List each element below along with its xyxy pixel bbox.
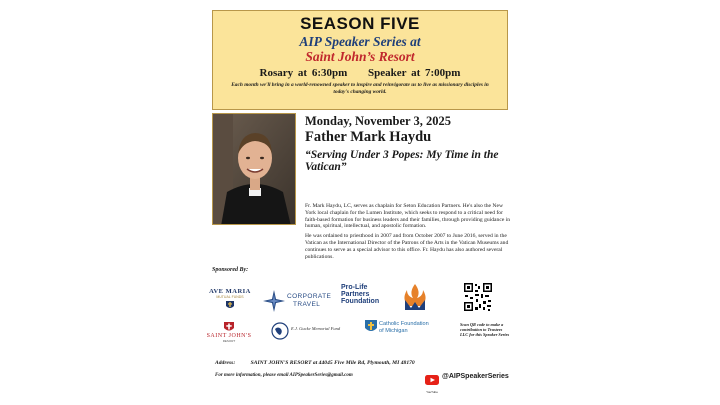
speaker-name: Father Mark Haydu bbox=[305, 129, 432, 145]
ave-maria-logo bbox=[208, 288, 252, 310]
qr-code[interactable] bbox=[463, 282, 493, 317]
series-title: AIP Speaker Series at bbox=[299, 34, 421, 49]
youtube-label: YouTube bbox=[426, 390, 438, 394]
speaker-bio bbox=[305, 203, 515, 260]
ave-emblem-logo bbox=[401, 282, 429, 317]
event-date: Monday, November 3, 2025 bbox=[305, 114, 451, 128]
flame-emblem-icon bbox=[401, 282, 429, 312]
saint-johns-name: SAINT JOHN'S bbox=[206, 333, 252, 339]
qr-contribution-note: Scan QR code to make a contribution to Trustees LLC for this Speaker Series bbox=[460, 322, 510, 338]
catholic-foundation-line1: Catholic Foundation bbox=[379, 321, 429, 327]
ave-maria-sub: MUTUAL FUNDS bbox=[216, 295, 244, 299]
ave-maria-name: AVE MARIA bbox=[209, 288, 251, 295]
youtube-handle[interactable]: @AIPSpeakerSeries bbox=[442, 373, 509, 380]
youtube-icon bbox=[425, 375, 439, 385]
rosary-time: Rosary at 6:30pm bbox=[259, 67, 348, 79]
address-label: Address: bbox=[215, 360, 236, 366]
ave-maria-crest-icon bbox=[225, 300, 235, 310]
event-times bbox=[213, 67, 507, 79]
prolife-line2: Partners bbox=[341, 291, 370, 298]
speaker-photo bbox=[212, 113, 296, 225]
event-details bbox=[305, 114, 515, 263]
ej-gucke-name: E.J. Gucke Memorial Fund bbox=[291, 326, 341, 331]
globe-icon bbox=[271, 322, 289, 340]
prolife-line1: Pro-Life bbox=[341, 284, 368, 291]
prolife-partners-logo bbox=[341, 284, 399, 305]
more-info-line: For more information, please email AIPSpeakerSeries@gmail.com bbox=[215, 373, 353, 378]
saint-johns-sub: RESORT bbox=[222, 339, 236, 343]
series-description: Each month we'll bring in a world-renowned speaker to inspire and reinvigorate us to live as missionary disciples in today's changing world. bbox=[231, 82, 489, 95]
corporate-travel-line1: CORPORATE bbox=[287, 293, 332, 300]
corporate-travel-line2: TRAVEL bbox=[293, 301, 321, 308]
prolife-line3: Foundation bbox=[341, 298, 380, 305]
saint-johns-logo bbox=[205, 322, 253, 343]
sponsored-by-heading: Sponsored By: bbox=[212, 267, 249, 273]
speaker-time: Speaker at 7:00pm bbox=[368, 67, 461, 79]
bio-paragraph-1: Fr. Mark Haydu, LC, serves as chaplain for Seton Education Partners. He's also the New York local chaplain for the Lumen Institute, which seeks to respond to a critical need for faith-based formation for business leaders and their families, through providing guidance in human, spiritual, intellectual, and apostolic formation. bbox=[305, 203, 511, 230]
address-line bbox=[215, 360, 415, 366]
youtube-logo[interactable] bbox=[425, 372, 439, 394]
bio-paragraph-2: He was ordained to priesthood in 2007 and from October 2007 to June 2016, served in the Vatican as the International Director of the Patrons of the Arts in the Vatican Museums and continues to serve as a special advisor to this office. Fr. Haydu has also authored several publications. bbox=[305, 233, 509, 260]
header-banner bbox=[212, 10, 508, 110]
catholic-foundation-line2: of Michigan bbox=[379, 328, 408, 334]
saint-johns-shield-icon bbox=[224, 322, 234, 333]
season-title: SEASON FIVE bbox=[300, 14, 420, 33]
talk-title: “Serving Under 3 Popes: My Time in the Vatican” bbox=[305, 149, 499, 173]
venue-title: Saint John’s Resort bbox=[305, 49, 415, 64]
flyer bbox=[205, 0, 515, 405]
address-text: SAINT JOHN'S RESORT at 44045 Five Mile Rd, Plymouth, MI 48170 bbox=[250, 360, 415, 366]
cross-shield-icon bbox=[365, 320, 377, 334]
compass-star-icon bbox=[263, 290, 285, 312]
